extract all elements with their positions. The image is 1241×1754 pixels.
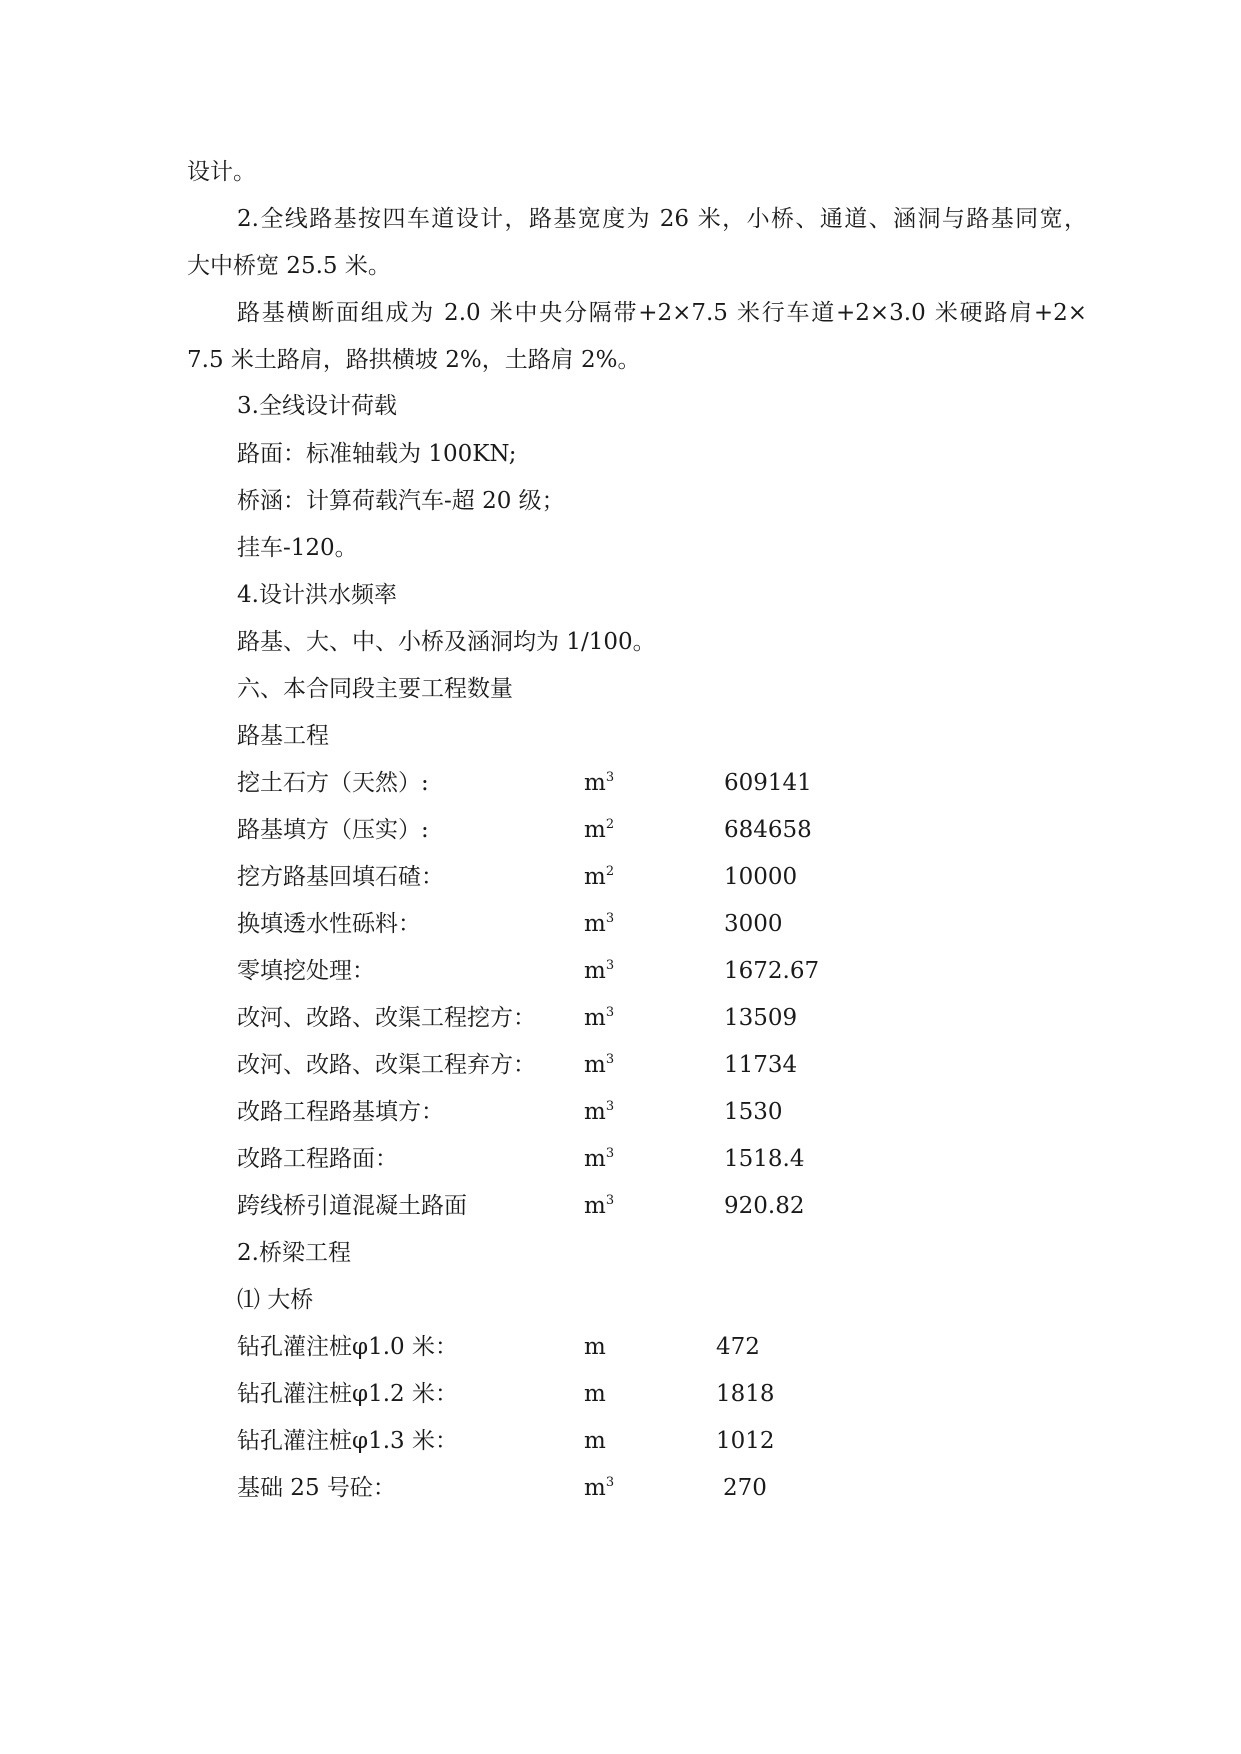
item-value: 1672.67 [724, 958, 820, 984]
item-unit: $m^3$ [584, 958, 615, 984]
item-value: 472 [716, 1334, 760, 1360]
section-heading: 3.全线设计荷载 [237, 393, 397, 419]
item-label: 钻孔灌注桩φ1.3 米： [237, 1428, 458, 1454]
item-unit: $m^3$ [584, 1005, 615, 1031]
quantity-row [0, 862, 1241, 892]
quantity-row [0, 1191, 1241, 1221]
quantity-row [0, 1050, 1241, 1080]
item-unit: m [584, 1381, 606, 1407]
paragraph-line: 大中桥宽 25.5 米。 [187, 253, 391, 279]
item-value: 10000 [724, 864, 798, 890]
quantity-row [0, 1003, 1241, 1033]
item-value: 1530 [724, 1099, 783, 1125]
item-value: 1012 [716, 1428, 775, 1454]
quantity-row [0, 1379, 1241, 1409]
quantity-row [0, 768, 1241, 798]
quantity-row [0, 1426, 1241, 1456]
item-unit: $m^3$ [584, 1193, 615, 1219]
paragraph-line: 路基、大、中、小桥及涵洞均为 1/100。 [237, 629, 656, 655]
item-unit: m [584, 1428, 606, 1454]
item-value: 13509 [724, 1005, 798, 1031]
item-value: 684658 [724, 817, 812, 843]
item-unit: $m^3$ [584, 1052, 615, 1078]
paragraph-line: 2.全线路基按四车道设计，路基宽度为 26 米，小桥、通道、涵洞与路基同宽， [237, 206, 1087, 232]
section-heading: 六、本合同段主要工程数量 [237, 676, 513, 702]
item-label: 改河、改路、改渠工程挖方： [237, 1005, 536, 1031]
item-label: 改路工程路面： [237, 1146, 398, 1172]
item-label: 挖土石方（天然）: [237, 770, 429, 796]
quantity-row [0, 1144, 1241, 1174]
item-unit: $m^3$ [584, 1146, 615, 1172]
quantity-row [0, 909, 1241, 939]
item-label: 挖方路基回填石碴： [237, 864, 444, 890]
quantity-row [0, 1332, 1241, 1362]
item-unit: m [584, 1334, 606, 1360]
quantity-row [0, 1097, 1241, 1127]
item-label: 换填透水性砾料： [237, 911, 421, 937]
paragraph-line: 挂车-120。 [237, 535, 358, 561]
quantity-row [0, 1473, 1241, 1503]
item-value: 1818 [716, 1381, 775, 1407]
item-unit: $m^3$ [584, 911, 615, 937]
item-unit: $m^2$ [584, 817, 615, 843]
item-value: 609141 [724, 770, 812, 796]
item-unit: $m^3$ [584, 1099, 615, 1125]
item-unit: $m^2$ [584, 864, 615, 890]
item-unit: $m^3$ [584, 1475, 615, 1501]
quantity-row [0, 956, 1241, 986]
item-label: 钻孔灌注桩φ1.2 米： [237, 1381, 458, 1407]
section-heading: 2.桥梁工程 [237, 1240, 351, 1266]
sub-heading: ⑴ 大桥 [237, 1287, 314, 1313]
item-label: 跨线桥引道混凝土路面 [237, 1193, 467, 1219]
item-label: 零填挖处理： [237, 958, 375, 984]
paragraph-line: 路基横断面组成为 2.0 米中央分隔带+2×7.5 米行车道+2×3.0 米硬路肩+2× [237, 300, 1087, 326]
item-value: 11734 [724, 1052, 798, 1078]
item-label: 改路工程路基填方： [237, 1099, 444, 1125]
item-label: 钻孔灌注桩φ1.0 米： [237, 1334, 458, 1360]
item-value: 270 [723, 1475, 767, 1501]
section-heading: 4.设计洪水频率 [237, 582, 397, 608]
quantity-row [0, 815, 1241, 845]
item-label: 改河、改路、改渠工程弃方： [237, 1052, 536, 1078]
paragraph-line: 桥涵：计算荷载汽车-超 20 级； [237, 488, 565, 514]
paragraph-line: 路面：标准轴载为 100KN; [237, 441, 517, 467]
section-heading: 路基工程 [237, 723, 329, 749]
item-value: 920.82 [724, 1193, 805, 1219]
item-label: 基础 25 号砼： [237, 1475, 396, 1501]
paragraph-line: 设计。 [187, 159, 256, 185]
item-unit: $m^3$ [584, 770, 615, 796]
paragraph-line: 7.5 米土路肩，路拱横坡 2%，土路肩 2%。 [187, 347, 641, 373]
item-value: 3000 [724, 911, 783, 937]
item-label: 路基填方（压实）: [237, 817, 429, 843]
item-value: 1518.4 [724, 1146, 805, 1172]
